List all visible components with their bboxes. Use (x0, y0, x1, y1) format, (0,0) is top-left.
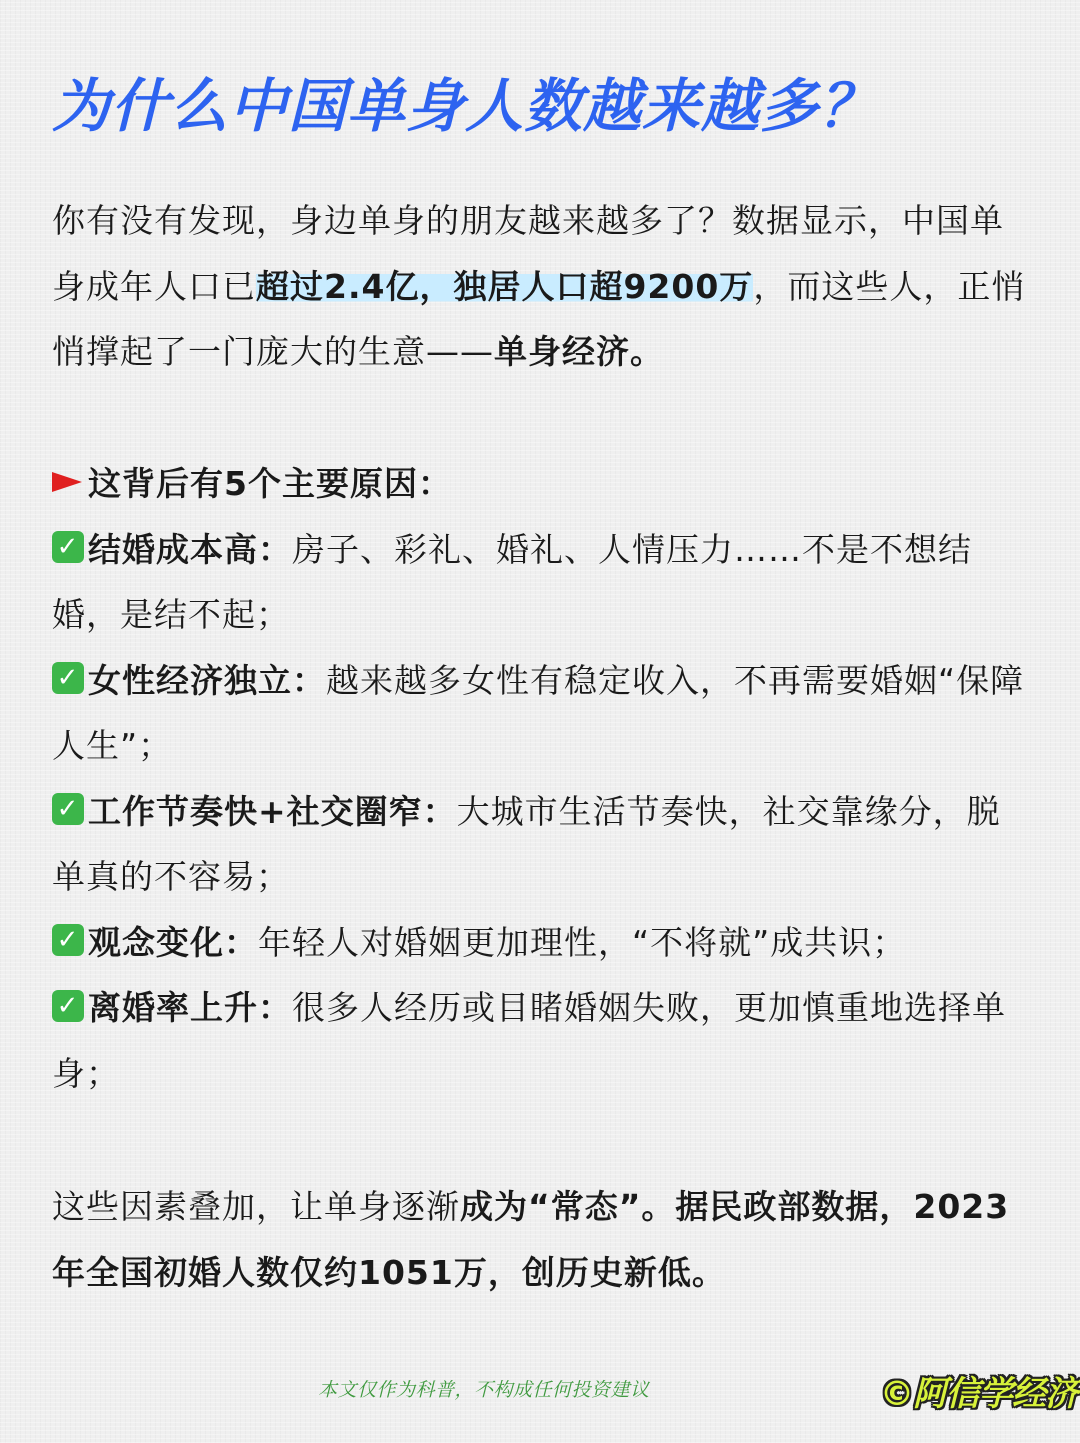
reason-text: 年轻人对婚姻更加理性，“不将就”成共识； (258, 922, 907, 962)
reason-item (52, 517, 1032, 648)
intro-text-middle: ，而这些人，正悄悄撑起了一门庞大的生意—— (52, 266, 1026, 371)
reasons-heading (52, 451, 1032, 517)
disclaimer-text: 本文仅作为科普，不构成任何投资建议 (318, 1379, 650, 1401)
check-mark-icon: ✓ (52, 531, 84, 563)
reason-item (52, 779, 1032, 910)
reason-text: 房子、彩礼、婚礼、人情压力……不是不想结婚，是结不起； (52, 529, 972, 634)
reason-title: 女性经济独立： (88, 660, 326, 700)
conclusion-text: 这些因素叠加，让单身逐渐 (52, 1187, 460, 1226)
reason-item (52, 910, 1032, 976)
check-mark-icon: ✓ (52, 662, 84, 694)
reason-title: 结婚成本高： (88, 529, 292, 569)
reasons-heading-text: 这背后有5个主要原因： (88, 464, 452, 503)
check-mark-icon: ✓ (52, 924, 84, 956)
reason-title: 离婚率上升： (88, 988, 292, 1027)
reason-text: 很多人经历或目睹婚姻失败，更加慎重地选择单身； (52, 988, 1006, 1093)
red-flag-icon (52, 472, 82, 492)
conclusion-paragraph (52, 1174, 1032, 1305)
intro-highlight: 超过2.4亿，独居人口超9200万 (256, 266, 754, 306)
intro-bold-end: 单身经济。 (494, 332, 664, 371)
reasons-section (52, 451, 1032, 1106)
check-mark-icon: ✓ (52, 990, 84, 1022)
reason-item (52, 648, 1032, 779)
reason-text: 大城市生活节奏快，社交靠缘分，脱单真的不容易； (52, 791, 1001, 896)
check-mark-icon: ✓ (52, 793, 84, 825)
intro-paragraph (52, 188, 1032, 385)
page-title: 为什么中国单身人数越来越多？ (52, 72, 879, 140)
reason-text: 越来越多女性有稳定收入，不再需要婚姻“保障人生”； (52, 660, 1025, 765)
intro-text-start: 你有没有发现，身边单身的朋友越来越多了？数据显示，中国单身成年人口已 (52, 201, 1004, 306)
reason-item (52, 975, 1032, 1106)
reason-title: 工作节奏快+社交圈窄： (88, 791, 457, 831)
brand-watermark: ©阿信学经济 (880, 1374, 1078, 1414)
reason-title: 观念变化： (88, 922, 258, 962)
conclusion-bold: 成为“常态”。据民政部数据，2023年全国初婚人数仅约1051万，创历史新低。 (52, 1187, 1010, 1292)
